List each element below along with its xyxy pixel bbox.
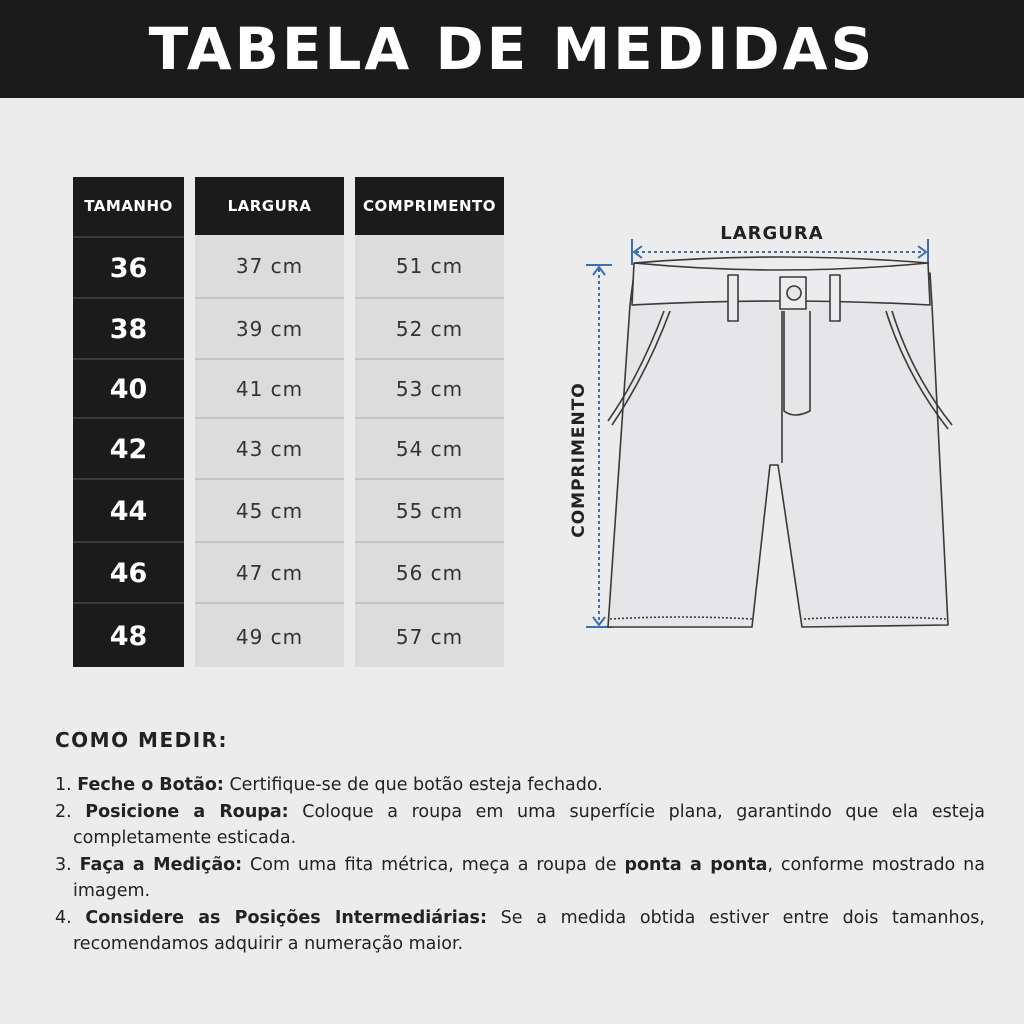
length-column-header: COMPRIMENTO <box>355 177 504 235</box>
width-label: LARGURA <box>720 223 824 244</box>
page-title: TABELA DE MEDIDAS <box>148 15 876 83</box>
width-cell: 49 cm <box>195 602 344 669</box>
length-cell: 51 cm <box>395 254 464 278</box>
width-cell: 45 cm <box>195 478 344 542</box>
shorts-diagram <box>560 215 1000 645</box>
length-arrow <box>586 265 612 627</box>
howto-step: 1. Feche o Botão: Certifique-se de que botão esteja fechado. <box>55 775 603 795</box>
size-cell: 44 <box>73 478 184 542</box>
width-column-header: LARGURA <box>195 177 344 235</box>
length-column <box>355 177 504 667</box>
length-label: COMPRIMENTO <box>569 382 589 538</box>
shorts-icon <box>608 257 952 627</box>
size-cell: 36 <box>73 236 184 298</box>
length-cell: 54 cm <box>355 417 504 479</box>
how-to-measure <box>55 728 985 958</box>
length-cell: 55 cm <box>355 478 504 542</box>
howto-steps <box>55 772 985 958</box>
size-cell: 48 <box>73 602 184 669</box>
howto-step: 3. Faça a Medição: Com uma fita métrica, meça a roupa de ponta a ponta, conforme mostrado na imagem. <box>55 854 985 901</box>
length-cell: 56 cm <box>355 541 504 603</box>
length-cell: 53 cm <box>355 358 504 418</box>
howto-title: COMO MEDIR: <box>55 728 229 752</box>
howto-step: 2. Posicione a Roupa: Coloque a roupa em uma superfície plana, garantindo que ela esteja completamente esticada. <box>55 801 985 848</box>
width-cell: 47 cm <box>195 541 344 603</box>
size-cell: 42 <box>73 417 184 479</box>
size-column <box>73 177 184 667</box>
width-cell: 37 cm <box>235 254 304 278</box>
width-column <box>195 177 344 667</box>
size-column-header: TAMANHO <box>73 177 184 235</box>
size-cell: 46 <box>73 541 184 603</box>
width-cell: 39 cm <box>195 297 344 359</box>
size-cell: 40 <box>73 358 184 418</box>
howto-step: 4. Considere as Posições Intermediárias: Se a medida obtida estiver entre dois tamanhos, recomendamos adquirir a numeração maior. <box>55 907 985 954</box>
size-cell: 38 <box>73 297 184 359</box>
width-cell: 41 cm <box>195 358 344 418</box>
length-cell: 52 cm <box>355 297 504 359</box>
length-cell: 57 cm <box>355 602 504 669</box>
width-cell: 43 cm <box>195 417 344 479</box>
header-banner <box>0 0 1024 98</box>
